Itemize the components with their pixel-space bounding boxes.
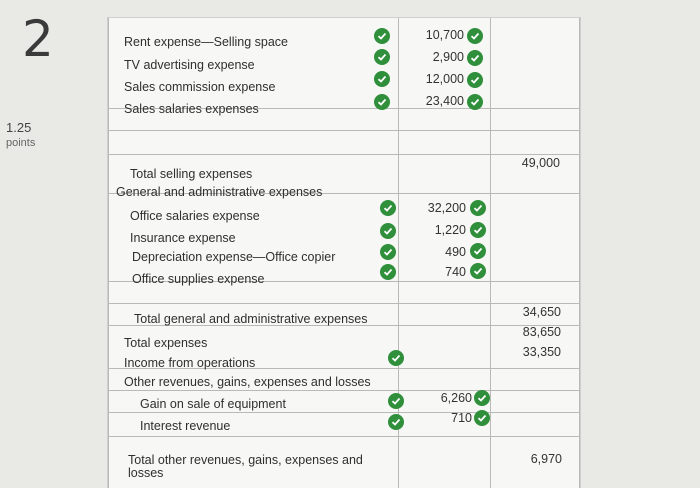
check-icon [474, 390, 490, 406]
check-icon [467, 50, 483, 66]
check-icon [474, 410, 490, 426]
row-amount[interactable]: 32,200 [427, 201, 466, 215]
row-label: Income from operations [124, 356, 256, 370]
points-label: points [6, 137, 36, 149]
row-total[interactable]: 33,350 [522, 345, 561, 359]
row-label: Interest revenue [140, 419, 231, 433]
check-icon [388, 414, 404, 430]
check-icon [470, 243, 486, 259]
points-value: 1.25 [6, 120, 32, 135]
check-icon [470, 263, 486, 279]
row-amount[interactable]: 740 [445, 265, 466, 279]
row-amount[interactable]: 2,900 [432, 50, 464, 64]
row-label: Total expenses [124, 336, 208, 350]
row-amount[interactable]: 23,400 [425, 94, 464, 108]
row-label: Sales salaries expenses [124, 102, 259, 116]
row-label: General and administrative expenses [116, 185, 323, 199]
row-amount[interactable]: 12,000 [425, 72, 464, 86]
check-icon [467, 28, 483, 44]
row-amount[interactable]: 6,260 [440, 391, 472, 405]
row-amount[interactable]: 10,700 [425, 28, 464, 42]
check-icon [380, 223, 396, 239]
check-icon [388, 393, 404, 409]
check-icon [467, 94, 483, 110]
row-label: Gain on sale of equipment [140, 397, 286, 411]
check-icon [380, 264, 396, 280]
row-label: Total general and administrative expenses [134, 312, 368, 326]
check-icon [470, 200, 486, 216]
points-box [6, 120, 66, 149]
row-total[interactable]: 83,650 [522, 325, 561, 339]
row-amount[interactable]: 490 [445, 245, 466, 259]
row-label: Insurance expense [130, 231, 236, 245]
row-label: Office supplies expense [132, 272, 265, 286]
question-number: 2 [22, 10, 54, 68]
check-icon [470, 222, 486, 238]
row-amount[interactable]: 1,220 [434, 223, 466, 237]
check-icon [388, 350, 404, 366]
row-total[interactable]: 6,970 [530, 452, 562, 466]
check-icon [380, 244, 396, 260]
row-label: Office salaries expense [130, 209, 260, 223]
check-icon [374, 49, 390, 65]
row-label: Total selling expenses [130, 167, 253, 181]
check-icon [374, 28, 390, 44]
row-label: Rent expense—Selling space [124, 35, 288, 49]
check-icon [380, 200, 396, 216]
row-label: Depreciation expense—Office copier [132, 250, 336, 264]
row-total[interactable]: 49,000 [521, 156, 560, 170]
income-statement-table [108, 18, 580, 488]
row-total[interactable]: 34,650 [522, 305, 561, 319]
row-label: Sales commission expense [124, 80, 276, 94]
check-icon [374, 71, 390, 87]
check-icon [467, 72, 483, 88]
check-icon [374, 94, 390, 110]
row-label: Total other revenues, gains, expenses and losses [128, 453, 363, 480]
row-label: Other revenues, gains, expenses and losses [124, 375, 371, 389]
row-label: TV advertising expense [124, 58, 255, 72]
row-amount[interactable]: 710 [451, 411, 472, 425]
